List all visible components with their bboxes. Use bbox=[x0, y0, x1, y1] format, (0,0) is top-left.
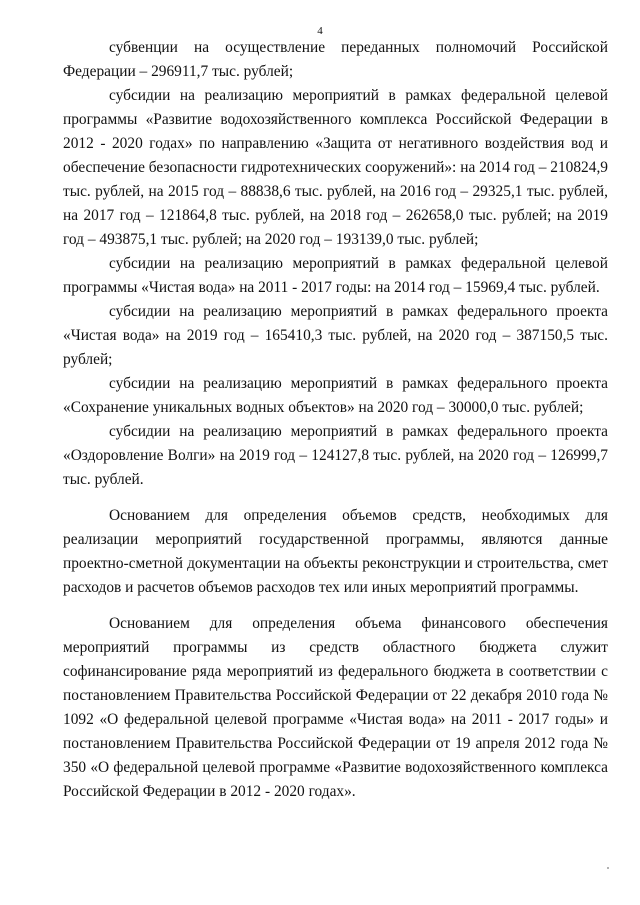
paragraph-subsidy-unique-water-objects: субсидии на реализацию мероприятий в рамках федерального проекта «Сохранение уникальных водных объектов» на 2020 год – 30000,0 тыс. рублей; bbox=[63, 375, 608, 416]
paragraph-subventions: субвенции на осуществление переданных полномочий Российской Федерации – 296911,7 тыс. рублей; bbox=[63, 39, 608, 80]
document-body bbox=[63, 36, 608, 804]
paragraph-subsidy-clean-water-fcp: субсидии на реализацию мероприятий в рамках федеральной целевой программы «Чистая вода» на 2011 - 2017 годы: на 2014 год – 15969,4 тыс. рублей. bbox=[63, 255, 608, 296]
page-number: 4 bbox=[317, 25, 323, 37]
scan-mark-bottom-right bbox=[607, 867, 609, 869]
paragraph-subsidy-volga: субсидии на реализацию мероприятий в рамках федерального проекта «Оздоровление Волги» на 2019 год – 124127,8 тыс. рублей, на 2020 год – 126999,7 тыс. рублей. bbox=[63, 423, 608, 488]
paragraph-regional-budget-basis: Основанием для определения объема финансового обеспечения мероприятий программы из средств областного бюджета служит софинансирование ряда мероприятий из федерального бюджета в соответствии с постановлением Правительства Российской Федерации от 22 декабря 2010 года № 1092 «О федеральной целевой программе «Чистая вода» на 2011 - 2017 годы» и постановлением Правительства Российской Федерации от 19 апреля 2012 года № 350 «О федеральной целевой программе «Развитие водохозяйственного комплекса Российской Федерации в 2012 - 2020 годах». bbox=[63, 615, 608, 800]
paragraph-subsidy-clean-water-project: субсидии на реализацию мероприятий в рамках федерального проекта «Чистая вода» на 2019 год – 165410,3 тыс. рублей, на 2020 год – 387150,5 тыс. рублей; bbox=[63, 303, 608, 368]
paragraph-funding-basis: Основанием для определения объемов средств, необходимых для реализации мероприятий государственной программы, являются данные проектно-сметной документации на объекты реконструкции и строительства, смет расходов и расчетов объемов расходов тех или иных мероприятий программы. bbox=[63, 507, 608, 596]
paragraph-subsidy-water-complex: субсидии на реализацию мероприятий в рамках федеральной целевой программы «Развитие водохозяйственного комплекса Российской Федерации в 2012 - 2020 годах» по направлению «Защита от негативного воздействия вод и обеспечение безопасности гидротехнических сооружений»: на 2014 год – 210824,9 тыс. рублей, на 2015 год – 88838,6 тыс. рублей, на 2016 год – 29325,1 тыс. рублей, на 2017 год – 121864,8 тыс. рублей, на 2018 год – 262658,0 тыс. рублей; на 2019 год – 493875,1 тыс. рублей; на 2020 год – 193139,0 тыс. рублей; bbox=[63, 87, 608, 248]
